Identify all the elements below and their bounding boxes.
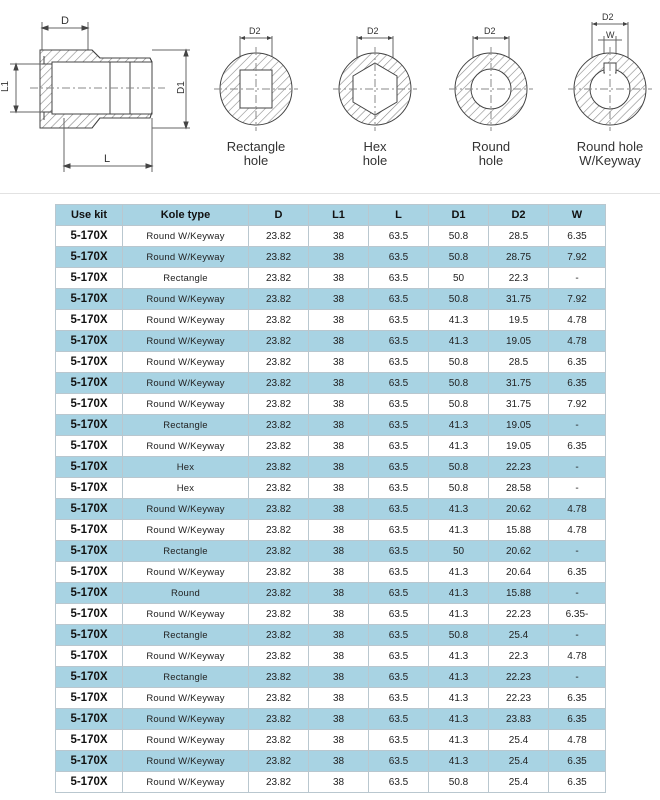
cell-w: - bbox=[549, 478, 606, 499]
cell-l1: 38 bbox=[309, 709, 369, 730]
cell-l1: 38 bbox=[309, 331, 369, 352]
cell-d: 23.82 bbox=[249, 226, 309, 247]
cell-w: 4.78 bbox=[549, 331, 606, 352]
cell-l: 63.5 bbox=[369, 436, 429, 457]
cell-d: 23.82 bbox=[249, 478, 309, 499]
cell-l1: 38 bbox=[309, 541, 369, 562]
cell-d2: 19.05 bbox=[489, 331, 549, 352]
table-row bbox=[56, 499, 606, 520]
cell-l: 63.5 bbox=[369, 625, 429, 646]
cell-w: 4.78 bbox=[549, 730, 606, 751]
cell-l: 63.5 bbox=[369, 604, 429, 625]
dim-l-label: L bbox=[104, 153, 111, 165]
cell-l: 63.5 bbox=[369, 772, 429, 793]
cell-d2: 19.05 bbox=[489, 436, 549, 457]
cell-d: 23.82 bbox=[249, 688, 309, 709]
cell-hole-type: Round W/Keyway bbox=[123, 436, 249, 457]
cell-use-kit: 5-170X bbox=[56, 583, 123, 604]
cell-use-kit: 5-170X bbox=[56, 247, 123, 268]
table-row bbox=[56, 268, 606, 289]
cell-d1: 41.3 bbox=[429, 331, 489, 352]
cell-l1: 38 bbox=[309, 583, 369, 604]
hex-hole-caption bbox=[320, 140, 430, 168]
cell-hole-type: Round W/Keyway bbox=[123, 688, 249, 709]
cell-l: 63.5 bbox=[369, 394, 429, 415]
cell-w: 6.35- bbox=[549, 604, 606, 625]
cell-d2: 22.23 bbox=[489, 688, 549, 709]
cell-l: 63.5 bbox=[369, 478, 429, 499]
cell-d1: 50.8 bbox=[429, 352, 489, 373]
cell-l: 63.5 bbox=[369, 268, 429, 289]
cell-hole-type: Round W/Keyway bbox=[123, 394, 249, 415]
cell-d2: 15.88 bbox=[489, 583, 549, 604]
header-l1: L1 bbox=[309, 205, 369, 226]
cell-l1: 38 bbox=[309, 667, 369, 688]
cell-l1: 38 bbox=[309, 625, 369, 646]
cell-w: - bbox=[549, 457, 606, 478]
cell-l: 63.5 bbox=[369, 583, 429, 604]
cell-use-kit: 5-170X bbox=[56, 604, 123, 625]
hex-d2-label: D2 bbox=[367, 26, 379, 36]
cell-use-kit: 5-170X bbox=[56, 730, 123, 751]
keyway-w-label: W bbox=[606, 30, 615, 40]
cell-d: 23.82 bbox=[249, 394, 309, 415]
cell-w: 6.35 bbox=[549, 709, 606, 730]
cell-d1: 41.3 bbox=[429, 646, 489, 667]
table-row bbox=[56, 394, 606, 415]
table-row bbox=[56, 520, 606, 541]
cell-d1: 50.8 bbox=[429, 247, 489, 268]
cell-d1: 50.8 bbox=[429, 289, 489, 310]
cell-w: 6.35 bbox=[549, 226, 606, 247]
cell-d2: 19.05 bbox=[489, 415, 549, 436]
table-row bbox=[56, 373, 606, 394]
cell-use-kit: 5-170X bbox=[56, 562, 123, 583]
keyway-caption-line1: Round hole bbox=[576, 139, 644, 154]
table-row bbox=[56, 772, 606, 793]
cell-use-kit: 5-170X bbox=[56, 373, 123, 394]
table-row bbox=[56, 289, 606, 310]
cell-use-kit: 5-170X bbox=[56, 394, 123, 415]
cell-d2: 22.23 bbox=[489, 457, 549, 478]
hex-hole-drawing bbox=[333, 36, 417, 131]
cell-use-kit: 5-170X bbox=[56, 709, 123, 730]
cell-w: 7.92 bbox=[549, 247, 606, 268]
cell-hole-type: Round W/Keyway bbox=[123, 646, 249, 667]
cell-l: 63.5 bbox=[369, 751, 429, 772]
header-hole-type: Kole type bbox=[123, 205, 249, 226]
cell-hole-type: Round W/Keyway bbox=[123, 352, 249, 373]
cell-hole-type: Round W/Keyway bbox=[123, 520, 249, 541]
cell-d1: 50.8 bbox=[429, 394, 489, 415]
header-d2: D2 bbox=[489, 205, 549, 226]
cell-l1: 38 bbox=[309, 520, 369, 541]
cell-hole-type: Round W/Keyway bbox=[123, 562, 249, 583]
cell-d2: 19.5 bbox=[489, 310, 549, 331]
cell-d2: 22.3 bbox=[489, 268, 549, 289]
cell-d: 23.82 bbox=[249, 352, 309, 373]
cell-d2: 25.4 bbox=[489, 751, 549, 772]
cell-hole-type: Hex bbox=[123, 478, 249, 499]
cell-l: 63.5 bbox=[369, 499, 429, 520]
cell-d1: 41.3 bbox=[429, 499, 489, 520]
cell-d1: 50.8 bbox=[429, 457, 489, 478]
cell-hole-type: Rectangle bbox=[123, 625, 249, 646]
header-d1: D1 bbox=[429, 205, 489, 226]
cell-d1: 50.8 bbox=[429, 772, 489, 793]
cell-d1: 41.3 bbox=[429, 310, 489, 331]
cell-d: 23.82 bbox=[249, 541, 309, 562]
cell-use-kit: 5-170X bbox=[56, 352, 123, 373]
cell-d2: 20.62 bbox=[489, 541, 549, 562]
cell-l: 63.5 bbox=[369, 352, 429, 373]
cell-d: 23.82 bbox=[249, 625, 309, 646]
cell-use-kit: 5-170X bbox=[56, 751, 123, 772]
cell-use-kit: 5-170X bbox=[56, 541, 123, 562]
cell-d: 23.82 bbox=[249, 751, 309, 772]
cell-d2: 31.75 bbox=[489, 373, 549, 394]
cell-d2: 28.58 bbox=[489, 478, 549, 499]
table-row bbox=[56, 226, 606, 247]
cell-l1: 38 bbox=[309, 478, 369, 499]
cell-hole-type: Round W/Keyway bbox=[123, 289, 249, 310]
cell-d2: 22.3 bbox=[489, 646, 549, 667]
cell-d1: 50.8 bbox=[429, 226, 489, 247]
cell-l1: 38 bbox=[309, 730, 369, 751]
round-caption-line1: Round bbox=[471, 139, 511, 154]
cell-d2: 22.23 bbox=[489, 604, 549, 625]
spec-table bbox=[55, 204, 606, 793]
cell-d1: 41.3 bbox=[429, 520, 489, 541]
table-row bbox=[56, 436, 606, 457]
header-l: L bbox=[369, 205, 429, 226]
table-body bbox=[56, 226, 606, 793]
cell-d1: 41.3 bbox=[429, 709, 489, 730]
cell-d2: 28.75 bbox=[489, 247, 549, 268]
table-row bbox=[56, 352, 606, 373]
cell-l: 63.5 bbox=[369, 730, 429, 751]
table-row bbox=[56, 310, 606, 331]
cell-d2: 31.75 bbox=[489, 394, 549, 415]
cell-l: 63.5 bbox=[369, 373, 429, 394]
cell-d2: 20.64 bbox=[489, 562, 549, 583]
technical-drawings bbox=[0, 0, 660, 200]
cell-w: - bbox=[549, 667, 606, 688]
cell-d1: 50 bbox=[429, 541, 489, 562]
cell-l1: 38 bbox=[309, 394, 369, 415]
cell-w: 6.35 bbox=[549, 436, 606, 457]
cell-hole-type: Round W/Keyway bbox=[123, 499, 249, 520]
cell-l1: 38 bbox=[309, 772, 369, 793]
cell-d: 23.82 bbox=[249, 247, 309, 268]
cell-l: 63.5 bbox=[369, 226, 429, 247]
cell-l: 63.5 bbox=[369, 457, 429, 478]
table-row bbox=[56, 730, 606, 751]
cell-d: 23.82 bbox=[249, 583, 309, 604]
cell-d: 23.82 bbox=[249, 499, 309, 520]
cell-hole-type: Round W/Keyway bbox=[123, 772, 249, 793]
cell-d: 23.82 bbox=[249, 415, 309, 436]
cell-d: 23.82 bbox=[249, 310, 309, 331]
cell-hole-type: Round bbox=[123, 583, 249, 604]
table-row bbox=[56, 583, 606, 604]
cell-l1: 38 bbox=[309, 289, 369, 310]
table-row bbox=[56, 646, 606, 667]
cell-w: 7.92 bbox=[549, 394, 606, 415]
cell-d: 23.82 bbox=[249, 646, 309, 667]
cell-d1: 41.3 bbox=[429, 604, 489, 625]
cell-l: 63.5 bbox=[369, 709, 429, 730]
cell-d: 23.82 bbox=[249, 289, 309, 310]
cell-d: 23.82 bbox=[249, 709, 309, 730]
cell-w: 6.35 bbox=[549, 352, 606, 373]
table-row bbox=[56, 457, 606, 478]
cell-d: 23.82 bbox=[249, 772, 309, 793]
dim-d-label: D bbox=[61, 15, 69, 27]
cell-hole-type: Round W/Keyway bbox=[123, 247, 249, 268]
cell-d: 23.82 bbox=[249, 604, 309, 625]
cell-d1: 41.3 bbox=[429, 667, 489, 688]
cell-w: - bbox=[549, 541, 606, 562]
cell-d: 23.82 bbox=[249, 436, 309, 457]
keyway-d2-label: D2 bbox=[602, 12, 614, 22]
cell-l: 63.5 bbox=[369, 541, 429, 562]
cell-w: 6.35 bbox=[549, 688, 606, 709]
table-row bbox=[56, 562, 606, 583]
cell-w: 4.78 bbox=[549, 310, 606, 331]
cell-hole-type: Round W/Keyway bbox=[123, 331, 249, 352]
header-d: D bbox=[249, 205, 309, 226]
cell-d1: 41.3 bbox=[429, 562, 489, 583]
cell-d: 23.82 bbox=[249, 520, 309, 541]
cell-l1: 38 bbox=[309, 562, 369, 583]
rect-d2-label: D2 bbox=[249, 26, 261, 36]
round-hole-drawing bbox=[449, 36, 533, 131]
table-row bbox=[56, 709, 606, 730]
cell-l1: 38 bbox=[309, 310, 369, 331]
table-row bbox=[56, 415, 606, 436]
rectangle-hole-caption bbox=[201, 140, 311, 168]
cell-d1: 50 bbox=[429, 268, 489, 289]
cell-d: 23.82 bbox=[249, 457, 309, 478]
cell-use-kit: 5-170X bbox=[56, 772, 123, 793]
cell-l: 63.5 bbox=[369, 667, 429, 688]
cell-l: 63.5 bbox=[369, 520, 429, 541]
cell-l1: 38 bbox=[309, 268, 369, 289]
cell-l: 63.5 bbox=[369, 289, 429, 310]
cell-l1: 38 bbox=[309, 751, 369, 772]
cell-l1: 38 bbox=[309, 373, 369, 394]
cell-d: 23.82 bbox=[249, 667, 309, 688]
rectangle-hole-drawing bbox=[214, 36, 298, 131]
divider bbox=[0, 193, 660, 194]
cell-use-kit: 5-170X bbox=[56, 478, 123, 499]
cell-use-kit: 5-170X bbox=[56, 436, 123, 457]
cell-hole-type: Round W/Keyway bbox=[123, 226, 249, 247]
cell-w: 4.78 bbox=[549, 646, 606, 667]
cell-hole-type: Rectangle bbox=[123, 667, 249, 688]
cell-use-kit: 5-170X bbox=[56, 289, 123, 310]
cell-d: 23.82 bbox=[249, 562, 309, 583]
cell-l1: 38 bbox=[309, 415, 369, 436]
table-row bbox=[56, 604, 606, 625]
cell-d: 23.82 bbox=[249, 268, 309, 289]
cell-use-kit: 5-170X bbox=[56, 499, 123, 520]
cell-l: 63.5 bbox=[369, 562, 429, 583]
cell-use-kit: 5-170X bbox=[56, 331, 123, 352]
dim-l1-label: L1 bbox=[0, 80, 11, 92]
cell-l1: 38 bbox=[309, 436, 369, 457]
cell-l1: 38 bbox=[309, 247, 369, 268]
table-row bbox=[56, 688, 606, 709]
dim-d1-label: D1 bbox=[176, 81, 187, 94]
cell-d: 23.82 bbox=[249, 730, 309, 751]
cell-w: - bbox=[549, 625, 606, 646]
table-row bbox=[56, 751, 606, 772]
cell-l: 63.5 bbox=[369, 310, 429, 331]
cell-w: - bbox=[549, 415, 606, 436]
cell-d1: 41.3 bbox=[429, 415, 489, 436]
cell-l: 63.5 bbox=[369, 331, 429, 352]
cell-d2: 25.4 bbox=[489, 625, 549, 646]
cell-w: 4.78 bbox=[549, 499, 606, 520]
cell-hole-type: Round W/Keyway bbox=[123, 373, 249, 394]
cell-use-kit: 5-170X bbox=[56, 667, 123, 688]
cell-d2: 20.62 bbox=[489, 499, 549, 520]
cell-d2: 15.88 bbox=[489, 520, 549, 541]
cell-use-kit: 5-170X bbox=[56, 226, 123, 247]
cell-l: 63.5 bbox=[369, 247, 429, 268]
cell-l1: 38 bbox=[309, 646, 369, 667]
keyway-hole-caption bbox=[555, 140, 660, 168]
drawings-svg bbox=[0, 0, 660, 200]
cell-w: 6.35 bbox=[549, 562, 606, 583]
table-row bbox=[56, 667, 606, 688]
cell-hole-type: Round W/Keyway bbox=[123, 604, 249, 625]
cell-d1: 41.3 bbox=[429, 436, 489, 457]
cell-hole-type: Round W/Keyway bbox=[123, 709, 249, 730]
cell-use-kit: 5-170X bbox=[56, 415, 123, 436]
cell-d2: 25.4 bbox=[489, 772, 549, 793]
cell-l1: 38 bbox=[309, 226, 369, 247]
cell-d2: 31.75 bbox=[489, 289, 549, 310]
cell-w: - bbox=[549, 268, 606, 289]
table-row bbox=[56, 247, 606, 268]
cell-d1: 41.3 bbox=[429, 688, 489, 709]
cell-hole-type: Hex bbox=[123, 457, 249, 478]
cell-d2: 28.5 bbox=[489, 226, 549, 247]
cell-l1: 38 bbox=[309, 352, 369, 373]
cell-l1: 38 bbox=[309, 457, 369, 478]
table-header-row bbox=[56, 205, 606, 226]
cell-l1: 38 bbox=[309, 604, 369, 625]
cell-use-kit: 5-170X bbox=[56, 520, 123, 541]
cell-l1: 38 bbox=[309, 499, 369, 520]
cell-w: 6.35 bbox=[549, 373, 606, 394]
cell-d2: 22.23 bbox=[489, 667, 549, 688]
cell-l1: 38 bbox=[309, 688, 369, 709]
cell-w: 7.92 bbox=[549, 289, 606, 310]
cell-d: 23.82 bbox=[249, 331, 309, 352]
cell-use-kit: 5-170X bbox=[56, 646, 123, 667]
round-hole-caption bbox=[436, 140, 546, 168]
cell-hole-type: Rectangle bbox=[123, 415, 249, 436]
cell-d2: 23.83 bbox=[489, 709, 549, 730]
hex-caption-line1: Hex bbox=[363, 139, 387, 154]
round-d2-label: D2 bbox=[484, 26, 496, 36]
cell-l: 63.5 bbox=[369, 646, 429, 667]
table-row bbox=[56, 625, 606, 646]
cell-hole-type: Round W/Keyway bbox=[123, 730, 249, 751]
keyway-caption-line2: W/Keyway bbox=[579, 153, 641, 168]
cell-use-kit: 5-170X bbox=[56, 457, 123, 478]
side-view-drawing bbox=[10, 22, 190, 172]
cell-hole-type: Round W/Keyway bbox=[123, 751, 249, 772]
table-row bbox=[56, 478, 606, 499]
cell-d1: 50.8 bbox=[429, 478, 489, 499]
cell-hole-type: Rectangle bbox=[123, 268, 249, 289]
cell-w: 4.78 bbox=[549, 520, 606, 541]
cell-d1: 41.3 bbox=[429, 751, 489, 772]
rectangle-caption-line2: hole bbox=[243, 153, 269, 168]
cell-d2: 25.4 bbox=[489, 730, 549, 751]
rectangle-caption-line1: Rectangle bbox=[226, 139, 286, 154]
cell-use-kit: 5-170X bbox=[56, 268, 123, 289]
cell-use-kit: 5-170X bbox=[56, 688, 123, 709]
cell-w: 6.35 bbox=[549, 751, 606, 772]
cell-w: 6.35 bbox=[549, 772, 606, 793]
cell-hole-type: Round W/Keyway bbox=[123, 310, 249, 331]
cell-d1: 50.8 bbox=[429, 373, 489, 394]
header-use-kit: Use kit bbox=[56, 205, 123, 226]
cell-w: - bbox=[549, 583, 606, 604]
cell-use-kit: 5-170X bbox=[56, 625, 123, 646]
cell-use-kit: 5-170X bbox=[56, 310, 123, 331]
table-row bbox=[56, 541, 606, 562]
round-caption-line2: hole bbox=[478, 153, 504, 168]
cell-l: 63.5 bbox=[369, 688, 429, 709]
cell-l: 63.5 bbox=[369, 415, 429, 436]
hex-caption-line2: hole bbox=[362, 153, 388, 168]
cell-d1: 50.8 bbox=[429, 625, 489, 646]
cell-hole-type: Rectangle bbox=[123, 541, 249, 562]
cell-d: 23.82 bbox=[249, 373, 309, 394]
cell-d1: 41.3 bbox=[429, 583, 489, 604]
cell-d1: 41.3 bbox=[429, 730, 489, 751]
cell-d2: 28.5 bbox=[489, 352, 549, 373]
header-w: W bbox=[549, 205, 606, 226]
table-row bbox=[56, 331, 606, 352]
